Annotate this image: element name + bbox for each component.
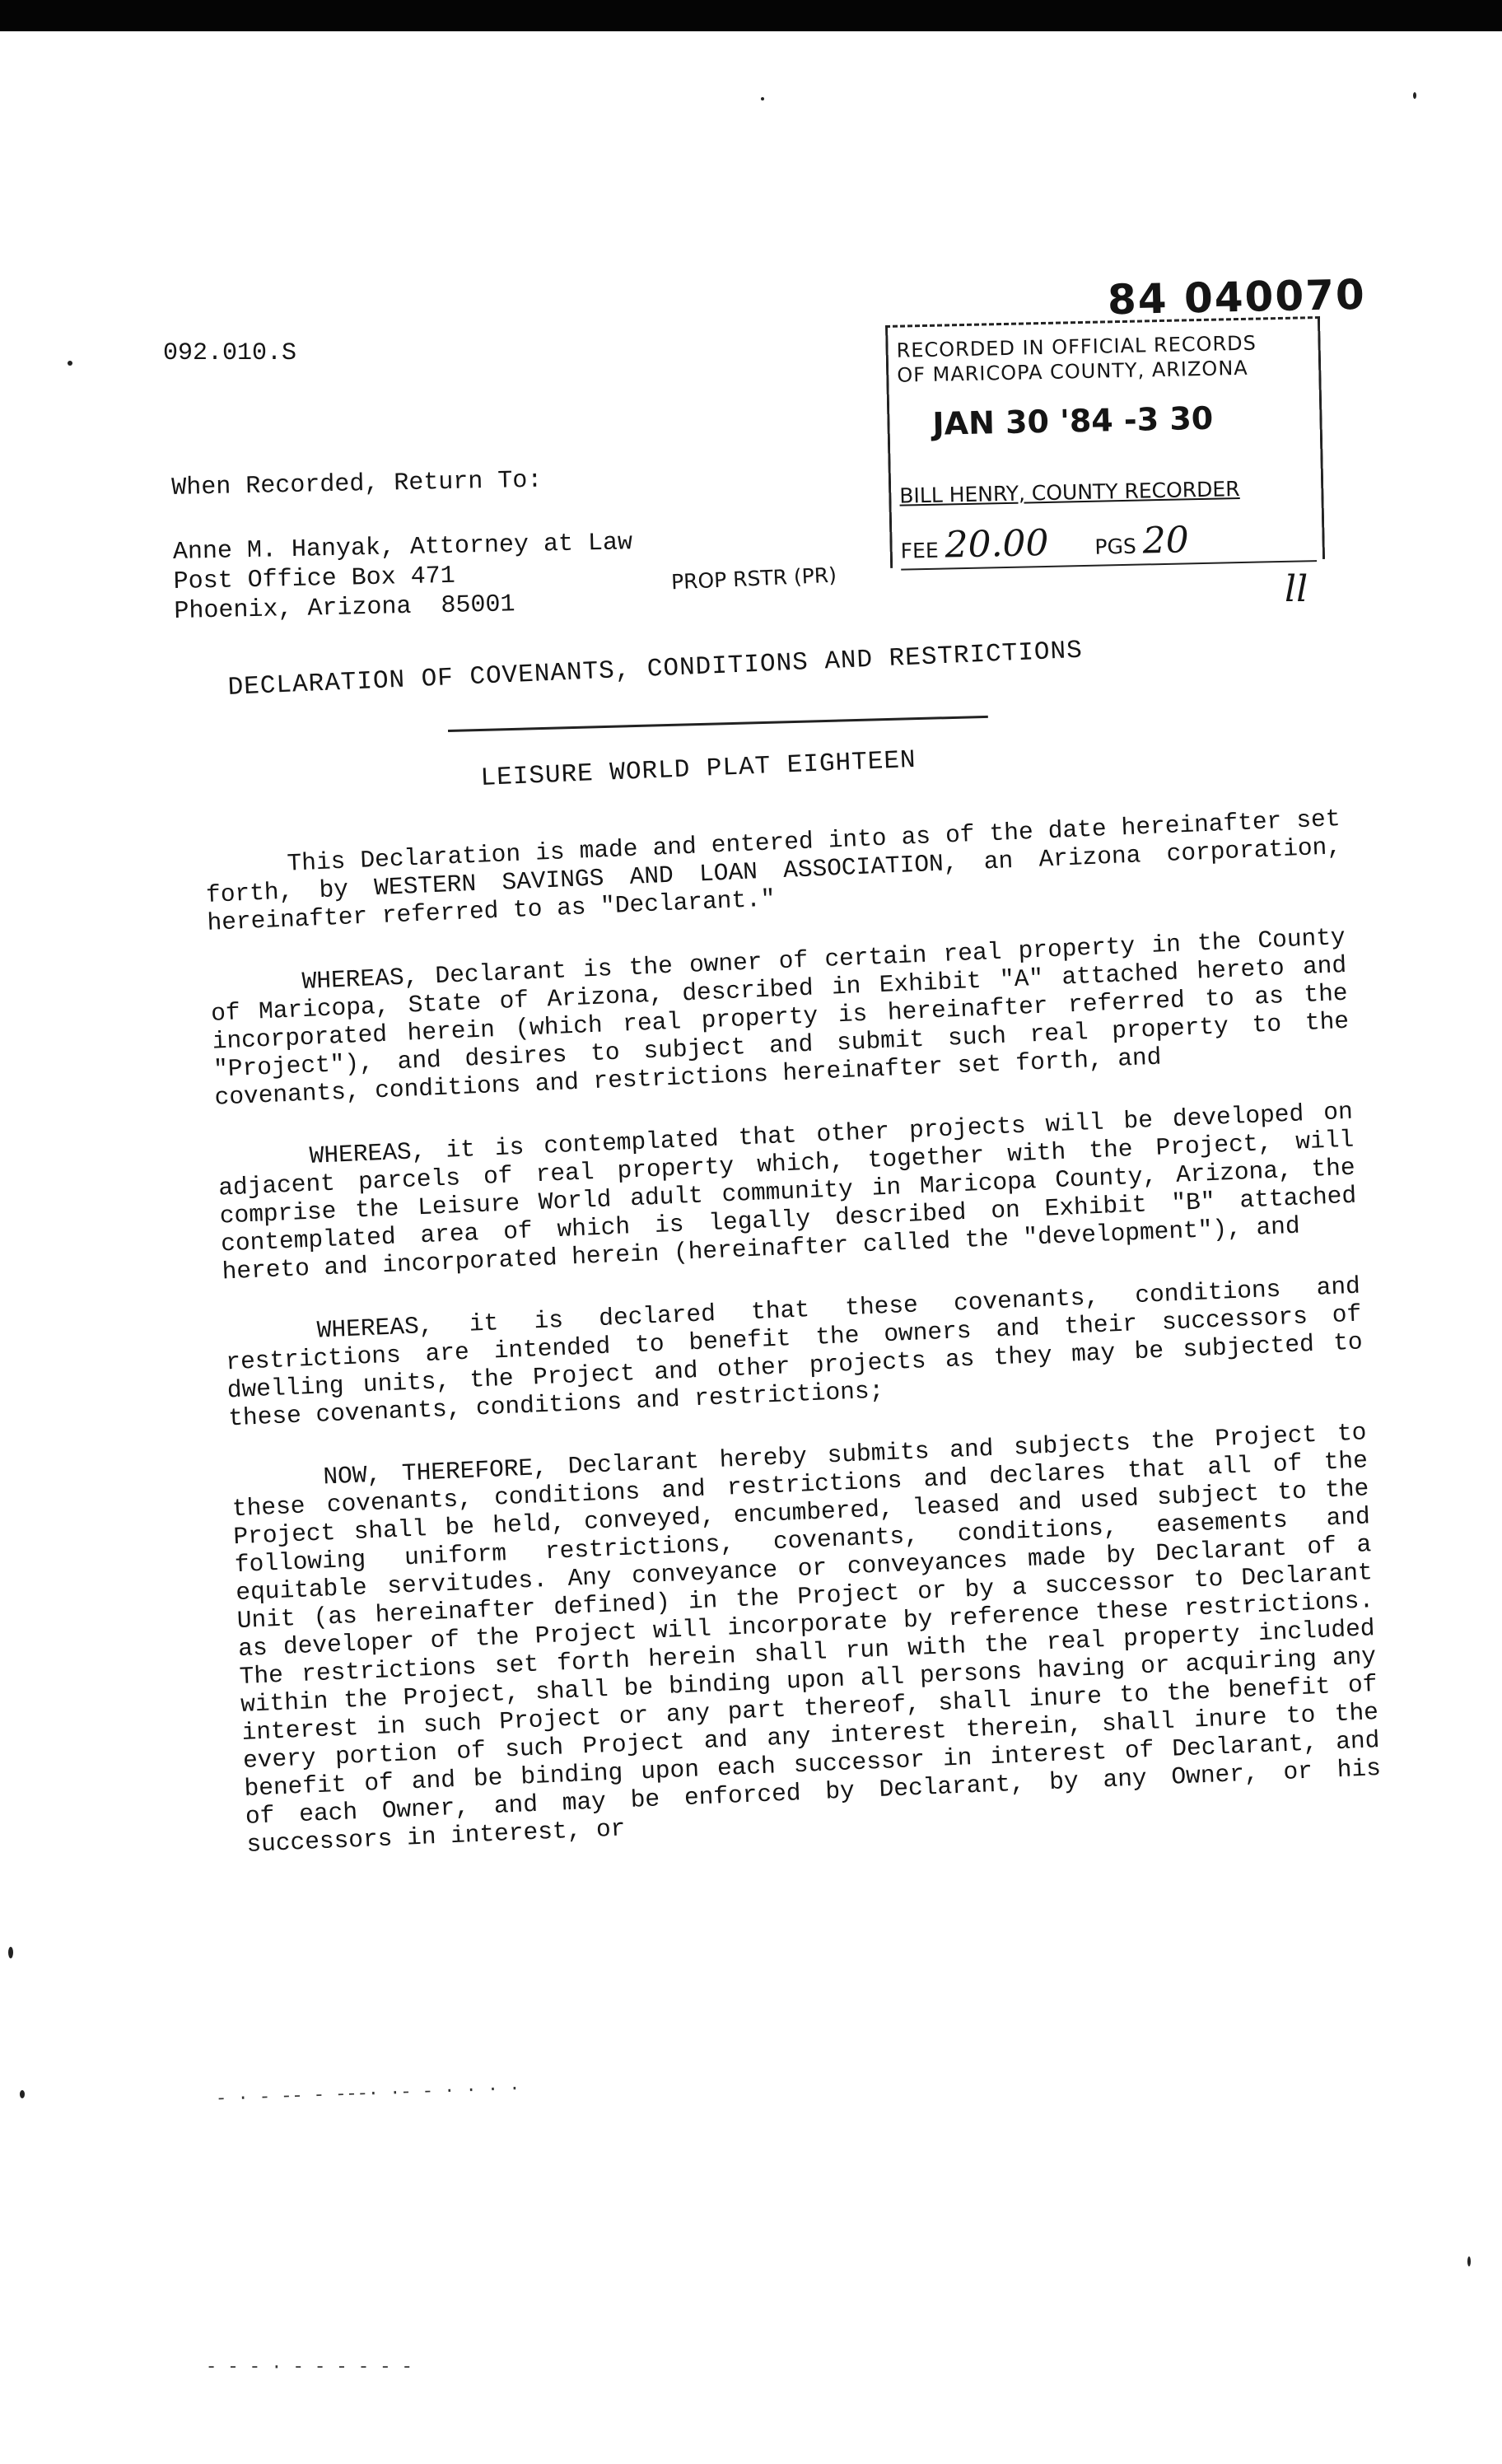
return-to-address-line1: Post Office Box 471 — [173, 562, 456, 596]
recording-stamp — [885, 316, 1325, 568]
stamp-fee-label: FEE — [900, 538, 940, 563]
stamp-date: JAN 30 '84 -3 30 — [932, 399, 1214, 442]
scan-speck — [1413, 92, 1416, 99]
declaration-body — [204, 805, 1384, 1893]
document-subtitle: LEISURE WORLD PLAT EIGHTEEN — [480, 745, 917, 793]
paragraph-now-therefore: NOW, THEREFORE, Declarant hereby submits and subjects the Project to these covenants, conditions and restrictions and declares that all of the Project shall be held, conveyed, encumbered, leased and used subject to the following uniform restrictions, covenants, conditions, easements and equitable servitudes. Any conveyance or conveyances made by Declarant of a Unit (as hereinafter defined) in the Project or by a successor to Declarant as developer of the Project will incorporate by reference these restrictions. The restrictions set forth herein shall run with the real property included within the Project, shall be binding upon all persons having or acquiring any interest in such Project or any part thereof, shall inure to the benefit of every portion of such Project and any interest therein, shall inure to the benefit of and be binding upon each successor in interest of Declarant, and of each Owner, and may be enforced by Declarant, by any Owner, or his successors in interest, or — [231, 1418, 1382, 1859]
file-code: 092.010.S — [163, 339, 297, 367]
return-to-name: Anne M. Hanyak, Attorney at Law — [172, 529, 633, 567]
paragraph-whereas-benefit: WHEREAS, it is declared that these covenants, conditions and restrictions are intended to benefit the owners and their successors of dwelling units, the Project and other projects as they may be subjected to these covenants, conditions and restrictions; — [225, 1272, 1364, 1433]
scan-speck — [20, 2090, 25, 2098]
paragraph-whereas-owner: WHEREAS, Declarant is the owner of certain real property in the County of Maricopa, State of Arizona, described in Exhibit "A" attached hereto and incorporated herein (which real property is hereinafter referred to as the "Project"), and desires to subject and submit such real property to the covenants, conditions and restrictions hereinafter set forth, and — [210, 922, 1350, 1112]
scan-speck — [761, 97, 764, 100]
document-title: DECLARATION OF COVENANTS, CONDITIONS AND RESTRICTIONS — [227, 636, 1084, 702]
return-to-label: When Recorded, Return To: — [171, 466, 543, 502]
paragraph-intro: This Declaration is made and entered into as of the date hereinafter set forth, by WESTERN SAVINGS AND LOAN ASSOCIATION, an Arizona corporation, hereinafter referred to as "Declarant." — [205, 805, 1342, 937]
scan-noise-dashes: - - - · - - - - - - — [206, 2357, 413, 2378]
stamp-fee-value: 20.00 — [945, 521, 1050, 567]
return-to-address-line2: Phoenix, Arizona 85001 — [174, 590, 515, 626]
prop-rstr-stamp: PROP RSTR (PR) — [670, 562, 837, 595]
scan-speck — [68, 361, 72, 366]
stamp-recorder: BILL HENRY, COUNTY RECORDER — [899, 477, 1240, 508]
return-to-block — [171, 464, 634, 627]
document-number: 84 040070 — [1107, 270, 1367, 324]
stamp-pgs-label: PGS — [1094, 534, 1137, 559]
stamp-pgs-value: 20 — [1142, 519, 1190, 562]
scan-speck — [1467, 2256, 1471, 2266]
scan-top-border — [0, 0, 1502, 31]
scan-speck — [8, 1947, 13, 1958]
handwritten-initials: ll — [1285, 568, 1308, 610]
stamp-fee-row — [900, 516, 1317, 571]
paragraph-whereas-development: WHEREAS, it is contemplated that other projects will be developed on adjacent parcels of real property which, together with the Project, will comprise the Leisure World adult community in Maricopa County, Arizona, the contemplated area of which is legally described on Exhibit "B" attached hereto and incorporated herein (hereinafter called the "development"), and — [217, 1097, 1357, 1286]
stamp-line-county: OF MARICOPA COUNTY, ARIZONA — [896, 356, 1248, 387]
stamp-line-recorded: RECORDED IN OFFICIAL RECORDS — [896, 331, 1257, 362]
scan-noise-dashes: - · - -- - ---· ·- - · · · · — [215, 2078, 520, 2110]
title-underline — [448, 716, 988, 732]
